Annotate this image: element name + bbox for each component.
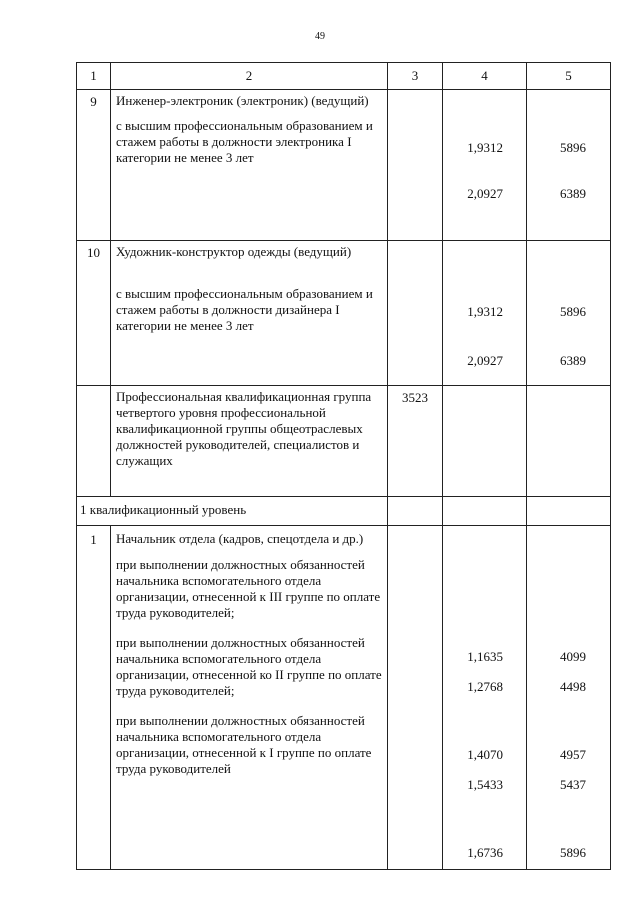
position-condition: при выполнении должностных обязанностей начальника вспомогательного отдела организации, отнесенной к I группе по оплате труда руководителей — [116, 713, 372, 776]
salary-cell — [527, 386, 611, 497]
salary-cell — [527, 241, 611, 386]
salary-value: 5437 — [560, 777, 586, 792]
row-number: 9 — [77, 90, 111, 241]
coefficient-value: 1,9312 — [467, 140, 503, 155]
coefficient-value: 1,5433 — [467, 777, 503, 792]
row-number: 10 — [77, 241, 111, 386]
table-row — [77, 497, 611, 526]
row-number — [77, 386, 111, 497]
salary-value: 5896 — [560, 304, 586, 319]
position-condition: при выполнении должностных обязанностей начальника вспомогательного отдела организации, отнесенной к III группе по оплате труда руководителей; — [116, 557, 381, 620]
code-cell — [388, 90, 443, 241]
salary-value: 4099 — [560, 649, 586, 664]
group-description: Профессиональная квалификационная группа четвертого уровня профессиональной квалификационной группы общеотраслевых должностей руководителей, специалистов и служащих — [111, 386, 388, 497]
column-header-4: 4 — [443, 63, 527, 90]
group-code: 3523 — [388, 386, 443, 497]
coefficient-cell — [443, 241, 527, 386]
salary-value: 5896 — [560, 845, 586, 860]
qualification-table — [76, 62, 611, 870]
coefficient-value: 2,0927 — [467, 353, 503, 368]
coefficient-value: 1,9312 — [467, 304, 503, 319]
salary-cell — [527, 497, 611, 526]
column-header-1: 1 — [77, 63, 111, 90]
page-number: 49 — [315, 31, 325, 42]
coefficient-value: 1,4070 — [467, 747, 503, 762]
code-cell — [388, 241, 443, 386]
position-title: Инженер-электроник (электроник) (ведущий) — [116, 93, 369, 108]
table-header-row — [77, 63, 611, 90]
position-title: Начальник отдела (кадров, спецотдела и др.) — [116, 531, 364, 546]
salary-value: 5896 — [560, 140, 586, 155]
coefficient-cell — [443, 497, 527, 526]
position-condition: с высшим профессиональным образованием и стажем работы в должности электроника I категории не менее 3 лет — [116, 118, 373, 165]
salary-cell — [527, 526, 611, 870]
position-condition: при выполнении должностных обязанностей начальника вспомогательного отдела организации, отнесенной ко II группе по оплате труда руководителей; — [116, 635, 382, 698]
coefficient-cell — [443, 386, 527, 497]
coefficient-value: 2,0927 — [467, 186, 503, 201]
table-row — [77, 90, 611, 241]
position-title: Художник-конструктор одежды (ведущий) — [116, 244, 352, 259]
coefficient-cell — [443, 90, 527, 241]
coefficient-value: 1,6736 — [467, 845, 503, 860]
table-row — [77, 386, 611, 497]
coefficient-value: 1,2768 — [467, 679, 503, 694]
position-cell — [111, 90, 388, 241]
position-cell — [111, 241, 388, 386]
column-header-5: 5 — [527, 63, 611, 90]
salary-value: 6389 — [560, 186, 586, 201]
salary-cell — [527, 90, 611, 241]
table-row — [77, 526, 611, 870]
salary-value: 4957 — [560, 747, 586, 762]
row-number: 1 — [77, 526, 111, 870]
coefficient-value: 1,1635 — [467, 649, 503, 664]
column-header-2: 2 — [111, 63, 388, 90]
salary-value: 6389 — [560, 353, 586, 368]
coefficient-cell — [443, 526, 527, 870]
qualification-level: 1 квалификационный уровень — [77, 497, 388, 526]
code-cell — [388, 497, 443, 526]
salary-value: 4498 — [560, 679, 586, 694]
table-row — [77, 241, 611, 386]
position-condition: с высшим профессиональным образованием и стажем работы в должности дизайнера I категории не менее 3 лет — [116, 286, 373, 333]
column-header-3: 3 — [388, 63, 443, 90]
position-cell — [111, 526, 388, 870]
code-cell — [388, 526, 443, 870]
